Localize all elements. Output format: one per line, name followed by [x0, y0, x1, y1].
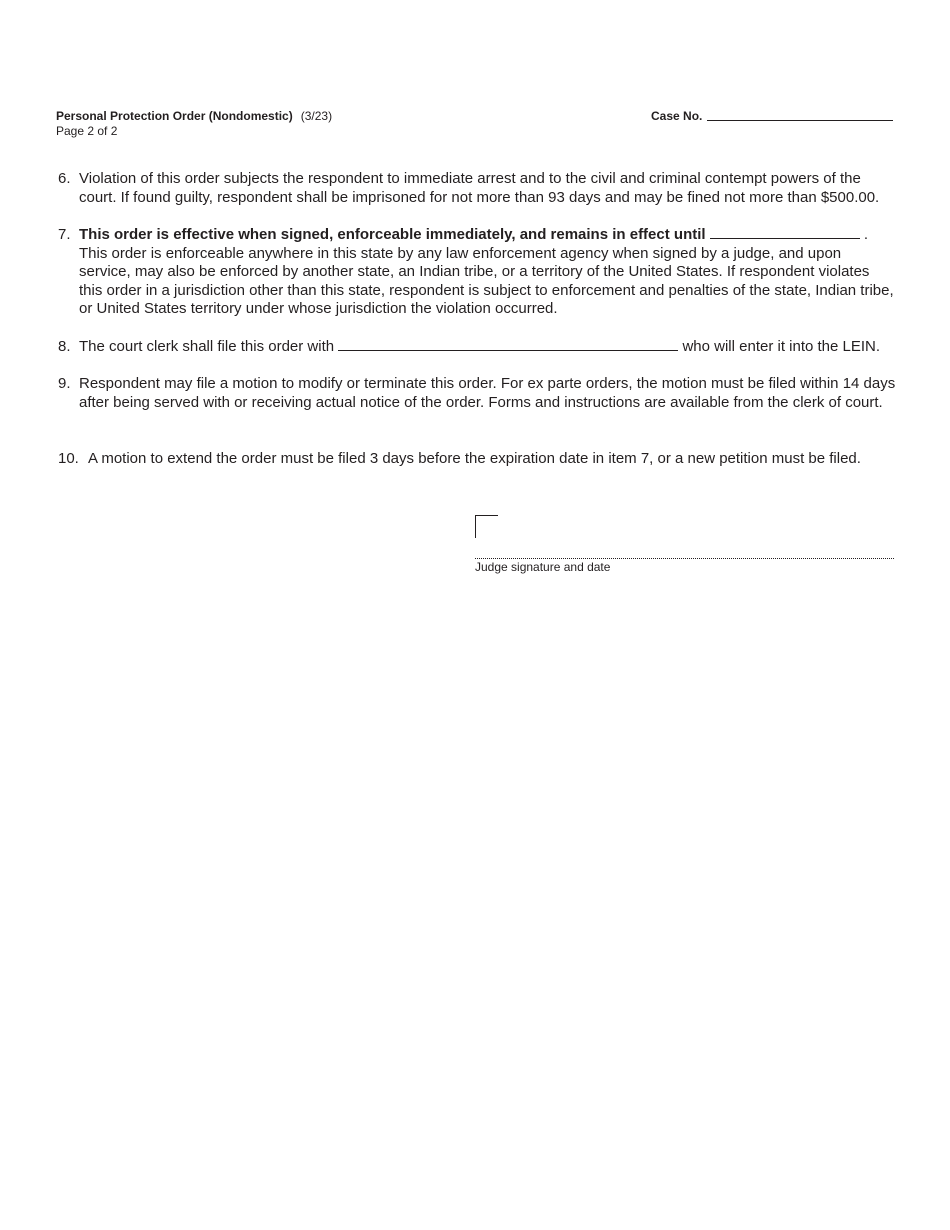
- item-number: 10.: [58, 450, 79, 467]
- item-6: [58, 170, 896, 207]
- signature-box-corner: [475, 515, 498, 538]
- item-7: [58, 226, 896, 319]
- item-bold-text: This order is effective when signed, enforceable immediately, and remains in effect until: [79, 226, 706, 243]
- item-number: 8.: [58, 338, 71, 355]
- item-text-after: who will enter it into the LEIN.: [682, 338, 881, 355]
- item-number: 6.: [58, 170, 71, 187]
- item-text: Violation of this order subjects the respondent to immediate arrest and to the civil and criminal contempt powers of the court. If found guilty, respondent shall be imprisoned for not more than 93 days and may be fined not more than $500.00.: [79, 170, 880, 206]
- item-period: .: [863, 226, 869, 243]
- item-text: A motion to extend the order must be filed 3 days before the expiration date in item 7, or a new petition must be filed.: [88, 450, 861, 467]
- form-revision: (3/23): [300, 109, 333, 123]
- form-header: [56, 109, 332, 139]
- page-number: Page 2 of 2: [56, 124, 118, 138]
- item-text-before: The court clerk shall file this order with: [79, 338, 335, 355]
- judge-signature-field[interactable]: [475, 558, 894, 559]
- item-8: [58, 338, 896, 357]
- item-number: 9.: [58, 375, 71, 392]
- form-title: Personal Protection Order (Nondomestic): [56, 109, 293, 123]
- expiration-date-field[interactable]: [710, 237, 860, 239]
- item-number: 7.: [58, 226, 71, 243]
- case-number: [651, 109, 702, 124]
- case-number-field[interactable]: [707, 120, 893, 121]
- item-10: [58, 450, 896, 469]
- judge-signature-label: Judge signature and date: [475, 560, 611, 574]
- agency-field[interactable]: [338, 349, 678, 351]
- item-text: Respondent may file a motion to modify or terminate this order. For ex parte orders, the motion must be filed within 14 days after being served with or receiving actual notice of the order. Forms and instructions are available from the clerk of court.: [79, 375, 896, 411]
- case-number-label: Case No.: [651, 109, 703, 123]
- item-9: [58, 375, 896, 412]
- item-text: This order is enforceable anywhere in this state by any law enforcement agency when signed by a judge, and upon service, may also be enforced by another state, an Indian tribe, or a territory of the United States. If respondent violates this order in a jurisdiction other than this state, respondent is subject to enforcement and penalties of the state, Indian tribe, or United States territory under whose jurisdiction the violation occurred.: [79, 244, 894, 318]
